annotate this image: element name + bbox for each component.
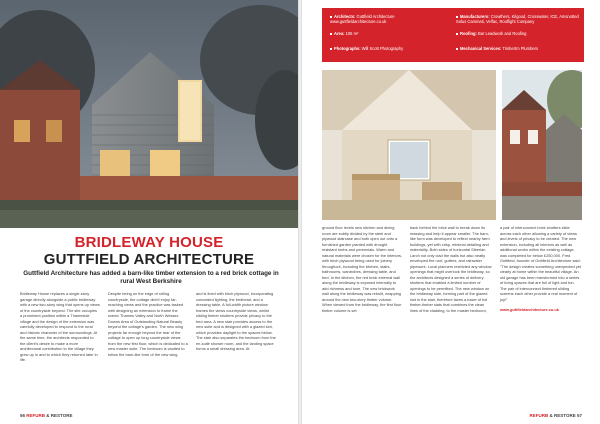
article-kicker: BRIDLEWAY HOUSE (74, 234, 224, 251)
left-column-3 (196, 291, 278, 357)
street-illustration (502, 70, 582, 220)
body-text: ground floor levels new kitchen and dining room are subtly divided by the steel and plywood staircase and both open out onto a furnished garden planted with drought resistant herbs and perennials. Warm and natural materials were chosen for the interiors, with birch plywood being used for joinery throughout, including the kitchen, stairs, bathrooms, wardrobes, dressing table, and bed. In the kitchen, the red brick external wall along the bridleway is exposed internally to add richness and tone. The new brickwork wall along the bridleway was rebuilt, wrapping around the new two-story timber volume. When viewed from the bridleway, the first floor timber volume is set (322, 225, 403, 313)
article-standfirst: Guttfield Architecture has added a barn-like timber extension to a red brick cottage in rural West Berkshire (23, 270, 279, 285)
right-page (302, 0, 600, 424)
footer-brand: REFURB (529, 413, 549, 418)
interior-bedroom-photo (322, 70, 496, 220)
body-text: back behind the brick wall to break down its massing and help it appear smaller. The barn-like form was developed to reflect nearby farm buildings, yet with crisp, minimal detailing and materiality. Both sides of horizontal Siberian Larch not only clad the walls but also neatly enveloped the roof, gutters, and rainwater pipework. Local planners restricted any window openings that might overlook the bridleway, so the architects designed a series of delivery shutters that enabled a limited number of openings to be permitted. The new window on the bridleway side, forming part of the glazed slot in the stair, therefore faces a tower of full timber-timber slats that combines the clean lines of the cladding, to the master bedroom, (410, 225, 492, 313)
body-text: Bridleway House replaces a single-story garage directly alongside a public bridleway with a new two-story wing that opens up views of the countryside beyond. The site occupies a prominent position within a Thameside village and the design of the extension was carefully developed to respond to the rural and historic character of the surroundings. At the same time, the architects responded to the client's desire to make a more architectural contribution to the village they grew up in and to which they returned later in life. (20, 291, 100, 362)
bullet-icon (456, 33, 458, 35)
page-number: 56 (20, 413, 26, 418)
body-text: Despite being on the edge of rolling countryside, the cottage didn't enjoy far-reaching views and the practice was tasked with designing an extension to frame the scenic Thames Valley and North Wessex Downs Area of Outstanding Natural Beauty beyond the cottage's garden. The new wing projects far enough beyond the rear of the cottage to open up long countryside views from the new first floor, which is dedicated to a new master suite. The bedroom is vaulted to follow the barn-like form of the new wing (108, 291, 188, 357)
info-roofing: Roofing: Bar Leadwork and Roofing (456, 31, 580, 36)
bullet-icon (330, 16, 332, 18)
bullet-icon (330, 33, 332, 35)
info-manufacturers: Manufacturers: Crowthers, Kilgood, Crosswater, ICE, Amsnotted Solus Cammati, Velfac, Rooflight Company (456, 14, 579, 25)
bullet-icon (330, 48, 332, 50)
bullet-icon (456, 48, 458, 50)
info-mechanical: Mechanical Services: Timbertm Plumbers (456, 46, 580, 51)
right-footer (530, 413, 582, 418)
info-area: Area: 105 m² (330, 31, 450, 36)
website-link[interactable]: www.guttfieldarchitecture.co.uk (500, 307, 559, 312)
left-page (0, 0, 298, 424)
footer-brand-suffix: & RESTORE (46, 413, 73, 418)
info-architects: Architects: Guttfield Architecture www.guttfieldarchitecture.co.uk (330, 14, 395, 25)
exterior-dusk-illustration (0, 0, 298, 228)
left-column-2 (108, 291, 188, 362)
body-text: and is lined with birch plywood, incorporating concealed lighting, the bedhead, and a dressing table. A full-width picture window frames the views countryside views, whilst sliding timber shutters provide privacy to the bed area. A new stair provides access to the new suite and is designed with a glazed slot, which provides daylight to the spaces below. The stair also separates the bedroom from the en-suite shower room, and the landing space forms a small dressing area. At (196, 291, 276, 351)
page-number: 57 (576, 413, 582, 418)
right-column-3 (500, 225, 582, 318)
footer-brand-suffix: & RESTORE (549, 413, 576, 418)
exterior-street-photo (502, 70, 582, 220)
bullet-icon (456, 16, 458, 18)
right-column-2 (410, 225, 492, 318)
footer-brand: REFURB (26, 413, 46, 418)
project-info-box (322, 8, 584, 62)
left-footer (20, 413, 72, 418)
info-photographs: Photographs: Will Scott Photography (330, 46, 450, 51)
article-headline: GUTTFIELD ARCHITECTURE (43, 251, 255, 268)
interior-illustration (322, 70, 496, 220)
body-text: a pair of interconnect brick shutters slide across each other allowing a variety of views and levels of privacy to be created. The new extension, including all interiors as well as additional works within the existing cottage, was completed for below £250,000. Fred Guttfield, founder of Guttfield Architecture said: "The design creates something unexpected yet clearly at home within the beautiful village. An old garage has been transformed into a series of living spaces that are full of light and fun. The pair of interconnect timbered sliding screens each other provide a real moment of joy!" (500, 225, 581, 302)
hero-photo (0, 0, 298, 228)
right-column-1 (322, 225, 402, 318)
left-column-1 (20, 291, 100, 368)
